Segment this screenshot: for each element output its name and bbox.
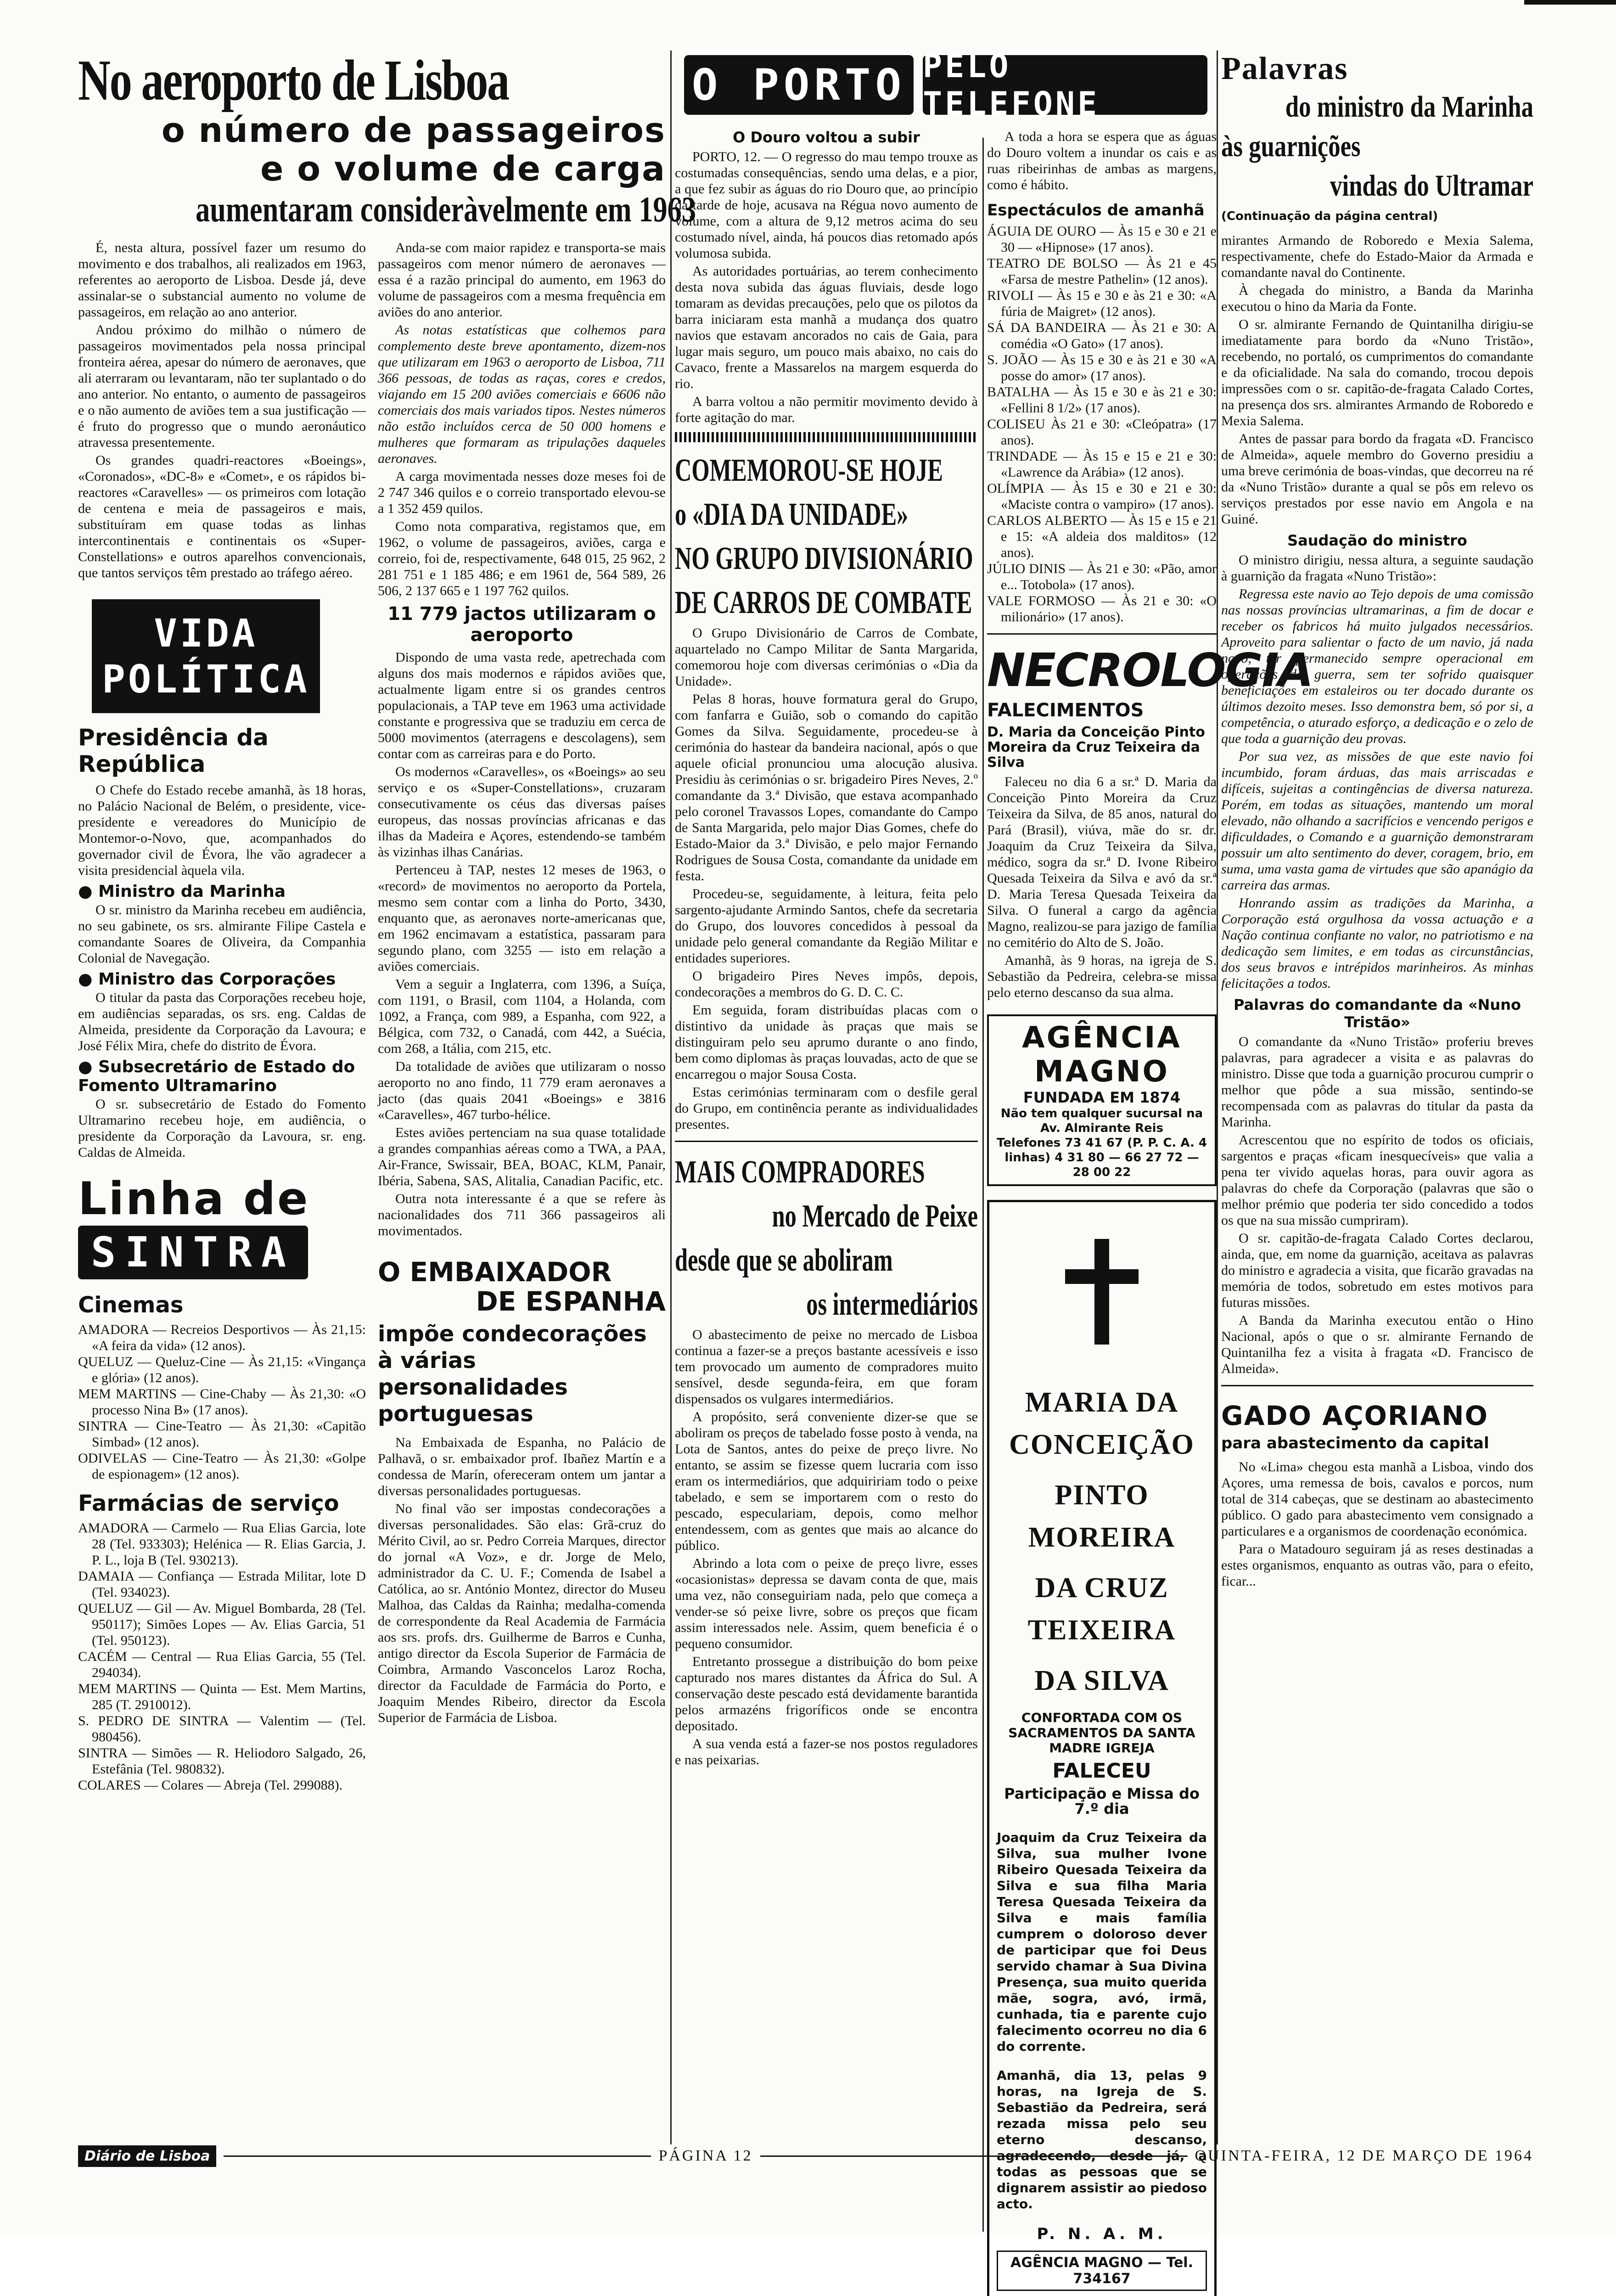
paragraph: Outra nota interessante é a que se refere às nacionalidades dos 711 366 passageiros ali movimentados. <box>378 1191 666 1238</box>
column-rule <box>982 138 984 2232</box>
list-item: OLÍMPIA — Às 15 e 30 e 21 e 30: «Maciste contra o vampiro» (17 anos). <box>987 481 1217 512</box>
paragraph: O sr. almirante Fernando de Quintanilha dirigiu-se imediatamente para bordo da «Nuno Tristão», recebendo, no portaló, os cumprimentos do comandante e da oficialidade. Na sala do comando, trocou depois impressões com o sr. capitão-de-fragata Calado Cortes, na presença dos srs. almirantes Armando de Roboredo e Mexia Salema. <box>1221 317 1533 428</box>
footer-rule <box>224 2155 651 2157</box>
paragraph: Da totalidade de aviões que utilizaram o nosso aeroporto no ano findo, 11 779 eram aeronaves a jacto (das quais 2041 «Boeings» e 3816 «Caravelles», 467 turbo-hélice. <box>378 1059 666 1122</box>
cinemas-list <box>78 1322 366 1482</box>
paragraph: As autoridades portuárias, ao terem conhecimento desta nova subida das águas fluviais, desde logo tomaram as devidas precauções, pelo que os pilotos da barra iniciaram esta manhã a mudança dos quatro navios que estavam ancorados no cais de Gaia, para lugar mais seguro, um pouco mais abaixo, no cais do Cavaco, frente a Massarelos na margem esquerda do rio. <box>675 264 978 391</box>
paragraph: Honrando assim as tradições da Marinha, a Corporação está orgulhosa da vossa actuação e a Nação continua confiante no valor, no patriotismo e na dedicação sem limites, e em todas as circunstâncias, dos seus bravos e intrépidos marinheiros. As minhas felicitações a todos. <box>1221 895 1533 991</box>
list-item: VALE FORMOSO — Às 21 e 30: «O milionário» (17 anos). <box>987 593 1217 625</box>
subsecretario-title: ● Subsecretário de Estado do Fomento Ultramarino <box>78 1058 355 1095</box>
intermediarios-headline: os intermediários <box>806 1287 978 1322</box>
palavras-comandante-subtitle: Palavras do comandante da «Nuno Tristão» <box>1234 996 1521 1031</box>
headline-carga: e o volume de carga <box>260 149 666 189</box>
paragraph: Procedeu-se, seguidamente, à leitura, feita pelo sargento-ajudante Armindo Santos, chefe da secretaria do Grupo, dos louvores concedidos à pessoal da unidade pelo general comandante da Região Militar e entidades superiores. <box>675 886 978 966</box>
paragraph: Na Embaixada de Espanha, no Palácio de Palhavã, o sr. embaixador prof. Ibañez Martín e a condessa de Marín, ofereceram ontem um jantar a diversas personalidades portuguesas. <box>378 1435 666 1498</box>
column-marinha <box>1221 51 1533 2142</box>
top-edge-bar <box>1524 0 1616 5</box>
comemorou-headline: COMEMOROU-SE HOJE <box>675 453 943 488</box>
douro-subtitle: O Douro voltou a subir <box>733 129 920 146</box>
obit-participacao: Participação e Missa do 7.º dia <box>1004 1785 1200 1818</box>
cinemas-title: Cinemas <box>78 1292 184 1318</box>
ad-founded: FUNDADA EM 1874 <box>1023 1089 1181 1106</box>
jactos-subtitle: 11 779 jactos utilizaram o aeroporto <box>387 603 656 646</box>
continuacao-note: (Continuação da página central) <box>1221 209 1438 223</box>
marinha-title: ● Ministro da Marinha <box>78 882 286 901</box>
list-item: ÁGUIA DE OURO — Às 15 e 30 e 21 e 30 — «Hipnose» (17 anos). <box>987 224 1217 255</box>
paragraph: O abastecimento de peixe no mercado de Lisboa continua a fazer-se a preços bastante acessíveis e isso tem provocado um aumento de compradores muito sensível, desde segunda-feira, em que foram dispensados os vulgares intermediários. <box>675 1327 978 1407</box>
agencia-magno-ad <box>987 1014 1217 1186</box>
paragraph: O comandante da «Nuno Tristão» proferiu breves palavras, para agradecer a visita e as palavras do ministro. Disse que toda a guarnição procurou cumprir o melhor que pôde a sua missão, sentindo-se recompensada com as palavras do titular da pasta da Marinha. <box>1221 1034 1533 1130</box>
paragraph: Vem a seguir a Inglaterra, com 1396, a Suíça, com 1191, o Brasil, com 1104, a Holanda, com 1092, a França, com 989, a Espanha, com 922, a Bélgica, com 732, o Canadá, com 442, a Suécia, com 268, a Itália, com 215, etc. <box>378 977 666 1056</box>
obit-signature: P. N. A. M. <box>1037 2225 1167 2243</box>
paragraph: Estes aviões pertenciam na sua quase totalidade a grandes companhias aéreas como a TWA, a PAA, Air-France, Swissair, BEA, BOAC, KLM, Panair, Ibéria, Sabena, SAS, Alitalia, Canadian Pacific, etc. <box>378 1125 666 1188</box>
corporacoes-title: ● Ministro das Corporações <box>78 970 336 989</box>
column-aeroporto <box>78 49 696 2142</box>
cross-icon <box>1065 1239 1139 1345</box>
ultramar-headline: vindas do Ultramar <box>1330 169 1533 203</box>
paragraph: Pertenceu à TAP, nestes 12 meses de 1963, o «record» de movimentos no aeroporto da Portela, mesmo sem contar com a linha do Porto, 3430, enquanto que, as aeronaves norte-americanas que, em 1962 encimavam a estatística, passaram para segundo plano, com 3255 — isto em relação a aviões comerciais. <box>378 862 666 974</box>
list-item: TRINDADE — Às 15 e 15 e 21 e 30: «Lawrence da Arábia» (12 anos). <box>987 449 1217 480</box>
paragraph: As notas estatísticas que colhemos para complemento deste breve apontamento, dizem-nos que utilizaram em 1963 o aeroporto de Lisboa, 711 366 pessoas, de todas as raças, cores e credos, viajando em 15 200 aviões comerciais e 6606 não comerciais dos mais variados tipos. Nestes números não estão incluídos cerca de 50 000 homens e mulheres que formaram as tripulações daqueles aeronaves. <box>378 322 666 466</box>
aeroporto-right <box>378 240 666 1793</box>
list-item: AMADORA — Recreios Desportivos — Às 21,15: «A feira da vida» (12 anos). <box>78 1322 366 1353</box>
paragraph: Em seguida, foram distribuídas placas com o distintivo da unidade às praças que mais se distinguiram pelo seu aprumo durante o ano findo, bem como diplomas às praças louvadas, acto de que se encarregou o major Sousa Costa. <box>675 1002 978 1082</box>
paragraph: A toda a hora se espera que as águas do Douro voltem a inundar os cais e as ruas ribeirinhas de ambas as margens, como é hábito. <box>987 129 1217 192</box>
paragraph: A barra voltou a não permitir movimento devido à forte agitação do mar. <box>675 394 978 425</box>
falecimento-name: D. Maria da Conceição Pinto Moreira da Cruz Teixeira da Silva <box>987 724 1205 771</box>
grupo-divisionario-headline: NO GRUPO DIVISIONÁRIO <box>675 541 973 576</box>
list-item: CACÉM — Central — Rua Elias Garcia, 55 (Tel. 294034). <box>78 1649 366 1680</box>
list-item: AMADORA — Carmelo — Rua Elias Garcia, lote 28 (Tel. 933303); Helénica — R. Elias Garcia, J. P. L., loja B (Tel. 930213). <box>78 1520 366 1568</box>
list-item: S. JOÃO — Às 15 e 30 e às 21 e 30 «A posse do amor» (17 anos). <box>987 352 1217 383</box>
paragraph: A propósito, será conveniente dizer-se que se aboliram os preços de tabelado fosse posto à venda, na Lota de Santos, antes do peixe de preço livre. No entanto, se assim se fizesse quem lucraria com isso eram os intermediários, que adquiririam todo o peixe tabelado, e sem se importarem com o resto do pescado, especulariam, depois, como melhor entendessem, com as gentes que mais ao alcance do público. <box>675 1409 978 1553</box>
vida-word: VIDA <box>154 611 258 656</box>
paragraph: O ministro dirigiu, nessa altura, a seguinte saudação à guarnição da fragata «Nuno Tristão»: <box>1221 552 1533 584</box>
obit-name-line: DA SILVA <box>1034 1665 1169 1696</box>
presidencia-title: Presidência da República <box>78 724 269 777</box>
gado-subtitle: para abastecimento da capital <box>1221 1434 1489 1452</box>
politica-word: POLÍTICA <box>102 657 310 702</box>
paragraph: Anda-se com maior rapidez e transporta-se mais passageiros com menor número de aeronaves — essa é a razão principal do aumento, em 1963 do volume de passageiros com a mesma frequência em aviões do ano anterior. <box>378 240 666 320</box>
paragraph: Entretanto prossegue a distribuição do bom peixe capturado nos mares distantes da África do Sul. A conservação deste pescado está devidamente barantida pelos armazéns frigoríficos onde se encontra depositado. <box>675 1654 978 1733</box>
pelo-telefone-banner: PELO TELEFONE <box>923 55 1207 115</box>
column-rule <box>1217 51 1218 2144</box>
espectaculos-title: Espectáculos de amanhã <box>987 201 1205 219</box>
paragraph: O sr. ministro da Marinha recebeu em audiência, no seu gabinete, os srs. almirante Filipe Castela e comandante Soares de Oliveira, da Companhia Colonial de Navegação. <box>78 902 366 966</box>
paragraph: O sr. subsecretário de Estado do Fomento Ultramarino recebeu hoje, em audiência, o presidente da Corporação da Lavoura, sr. eng. Caldas de Almeida. <box>78 1097 366 1160</box>
obit-confortada: CONFORTADA COM OS SACRAMENTOS DA SANTA MADRE IGREJA <box>1008 1710 1195 1756</box>
paragraph: mirantes Armando de Roboredo e Mexia Salema, respectivamente, chefe do Estado-Maior da Armada e comandante naval do Continente. <box>1221 233 1533 280</box>
list-item: SINTRA — Simões — R. Heliodoro Salgado, 26, Estefânia (Tel. 980832). <box>78 1745 366 1777</box>
paragraph: Os grandes quadri-reactores «Boeings», «Coronados», «DC-8» e «Comet», e os rápidos bi-reactores «Caravelles» — os primeiros com lotação de centena e meia de passageiros e mais, substituíram em quase todas as linhas intercontinentais e continentais os «Super-Constellations» e outros aparelhos convencionais, que tantos serviços têm prestado ao tráfego aéreo. <box>78 453 366 580</box>
list-item: SÁ DA BANDEIRA — Às 21 e 30: A comédia «O Gato» (17 anos). <box>987 320 1217 351</box>
aeroporto-article <box>78 240 666 1793</box>
divider <box>675 1141 978 1142</box>
hatched-divider <box>675 432 978 442</box>
paragraph: Abrindo a lota com o peixe de preço livre, esses «ocasionistas» depressa se davam conta de que, mais uma vez, não conseguiriam nada, pelo que começa a vender-se só peixe livre, sobre os preços que ficam assim interessados nele. Assim, quem beneficia é o pequeno consumidor. <box>675 1556 978 1651</box>
paragraph: O sr. capitão-de-fragata Calado Cortes declarou, ainda, que, em nome da guarnição, aceitava as palavras do ministro e agradecia a visita, que ficarão gravadas na memória de todos, sobretudo em estes motivos para futuras missões. <box>1221 1231 1533 1310</box>
obit-name-line: MARIA DA CONCEIÇÃO <box>1009 1387 1195 1460</box>
paragraph: Faleceu no dia 6 a sr.ª D. Maria da Conceição Pinto Moreira da Cruz Teixeira da Silva, de 85 anos, natural do Pará (Brasil), viúva, mãe do sr. dr. Joaquim da Cruz Teixeira da Silva, médico, sogra da sr.ª D. Ivone Ribeiro Quesada Teixeira da Silva e avó da sr.ª D. Maria Teresa Quesada Teixeira da Silva. O funeral a cargo da agência Magno, realizou-se para jazigo de família no cemitério do Alto de S. João. <box>987 774 1217 950</box>
ad-name: AGÊNCIA MAGNO <box>1022 1021 1182 1089</box>
aeroporto-left <box>78 240 366 1793</box>
paragraph: É, nesta altura, possível fazer um resumo do movimento e dos trabalhos, ali realizados em 1963, referentes ao aeroporto de Lisboa. Desde já, deve assinalar-se o substancial aumento no volume de passageiros, em relação ao ano anterior. <box>78 240 366 320</box>
list-item: CARLOS ALBERTO — Às 15 e 15 e 21 e 15: «A aldeia dos malditos» (12 anos). <box>987 513 1217 560</box>
paragraph: O Grupo Divisionário de Carros de Combate, aquartelado no Campo Militar de Santa Margarida, comemorou hoje com diversas cerimónias o «Dia da Unidade». <box>675 625 978 689</box>
embaixador-headline: O EMBAIXADOR <box>378 1256 612 1288</box>
paragraph: A carga movimentada nesses doze meses foi de 2 747 346 quilos e o correio transportado elevou-se a 1 352 459 quilos. <box>378 469 666 516</box>
list-item: RIVOLI — Às 15 e 30 e às 21 e 30: «A fúria de Maigret» (12 anos). <box>987 288 1217 319</box>
vida-politica-banner <box>92 599 320 713</box>
divider <box>987 633 1217 635</box>
ad-phones: Telefones 73 41 67 (P. P. C. A. 4 linhas) 4 31 80 — 66 27 72 — 28 00 22 <box>997 1136 1207 1179</box>
paragraph: A sua venda está a fazer-se nos postos reguladores e nas peixarias. <box>675 1736 978 1767</box>
paragraph: PORTO, 12. — O regresso do mau tempo trouxe as costumadas consequências, sendo uma delas, e a pior, a que fez subir as águas do rio Douro que, ao princípio da tarde de hoje, acusava na Régua novo aumento de volume, com a altura de 9,12 metros acima do seu costumado nível, ainda, há poucos dias retomado após volumosa subida. <box>675 149 978 261</box>
list-item: COLARES — Colares — Abreja (Tel. 299088). <box>78 1778 343 1793</box>
gado-acoriano-headline: GADO AÇORIANO <box>1221 1400 1488 1431</box>
palavras-headline: Palavras <box>1221 51 1348 86</box>
obit-name-line: PINTO MOREIRA <box>1028 1480 1176 1553</box>
paragraph: À chegada do ministro, a Banda da Marinha executou o hino da Maria da Fonte. <box>1221 283 1533 314</box>
espectaculos-list <box>987 223 1217 625</box>
sintra-banner: SINTRA <box>78 1226 308 1279</box>
paragraph: Os modernos «Caravelles», os «Boeings» ao seu serviço e os «Super-Constellations», cruzaram consecutivamente os céus das diversas países europeus, das nossas províncias africanas e das ilhas da Madeira e Açores, estendendo-se também às vizinhas ilhas Canárias. <box>378 764 666 860</box>
list-item: JÚLIO DINIS — Às 21 e 30: «Pão, amor e... Totobola» (17 anos). <box>987 561 1217 592</box>
paragraph: O Chefe do Estado recebe amanhã, às 18 horas, no Palácio Nacional de Belém, o presidente, vice-presidente e vereadores do Município de Montemor-o-Novo, que, acompanhados do governador civil de Évora, lhe vão agradecer a visita presidencial àquela vila. <box>78 782 366 878</box>
farmacias-list <box>78 1520 366 1793</box>
carros-combate-headline: DE CARROS DE COMBATE <box>675 585 972 620</box>
falecimentos-title: FALECIMENTOS <box>987 700 1144 721</box>
list-item: QUELUZ — Gil — Av. Miguel Bombarda, 28 (Tel. 950117); Simões Lopes — Av. Elias Garcia, 51 (Tel. 950123). <box>78 1601 366 1648</box>
paragraph: Dispondo de uma vasta rede, apetrechada com alguns dos mais modernos e rápidos aviões que, actualmente ligam entre si os grandes centros populacionais, a TAP teve em 1963 uma actividade constante e progressiva que se traduziu em cerca de 5000 movimentos (aterragens e descolagens), sem contar com as carreiras para e do Porto. <box>378 650 666 761</box>
headline-passageiros: o número de passageiros <box>161 111 666 150</box>
saudacao-subtitle: Saudação do ministro <box>1287 532 1467 549</box>
column-rule <box>670 51 672 2144</box>
condecoracoes-headline: impõe condecorações à várias personalidades portuguesas <box>378 1321 647 1427</box>
mais-compradores-headline: MAIS COMPRADORES <box>675 1154 925 1190</box>
list-item: ODIVELAS — Cine-Teatro — Às 21,30: «Golpe de espionagem» (12 anos). <box>78 1451 366 1482</box>
headline-aeroporto: No aeroporto de Lisboa <box>78 49 509 113</box>
paragraph: Amanhã, às 9 horas, na igreja de S. Sebastião da Pedreira, celebra-se missa pelo eterno descanso da sua alma. <box>987 953 1217 1000</box>
paragraph: O brigadeiro Pires Neves impôs, depois, condecorações a membros do G. D. C. C. <box>675 968 978 1000</box>
paragraph: Acrescentou que no espírito de todos os oficiais, sargentos e praças «ficam inesquecíveis» que valia a pena ter vivido aquelas horas, para ouvir agora as palavras do chefe da Corporação (palavras que são o melhor prémio que poderia ter sido concedido a todos os que na sua missão cumpriram). <box>1221 1132 1533 1228</box>
page-footer <box>78 2142 1533 2170</box>
obit-name-line: DA CRUZ TEIXEIRA <box>1027 1572 1176 1646</box>
list-item: TEATRO DE BOLSO — Às 21 e 45 «Farsa de mestre Pathelin» (12 anos). <box>987 256 1217 287</box>
list-item: MEM MARTINS — Cine-Chaby — Às 21,30: «O processo Nina B» (17 anos). <box>78 1386 366 1418</box>
guarnicoes-headline: às guarnições <box>1221 129 1361 163</box>
paragraph: Andou próximo do milhão o número de passageiros movimentados pela nossa principal fronteira aérea, apesar do número de aeronaves, que ali aterraram ou levantaram, não ter suplantado o do ano anterior. No entanto, o aumento de passageiros e o não aumento de aviões tem a sua justificação — é fruto do progresso que o mundo aeronáutico atravessa presentemente. <box>78 322 366 450</box>
necrologia-title: NECROLOGIA <box>987 643 1313 697</box>
list-item: SINTRA — Cine-Teatro — Às 21,30: «Capitão Simbad» (12 anos). <box>78 1418 366 1450</box>
farmacias-title: Farmácias de serviço <box>78 1491 339 1516</box>
footer-rule <box>760 2155 1188 2157</box>
obit-text: Joaquim da Cruz Teixeira da Silva, sua mulher Ivone Ribeiro Quesada Teixeira da Silva e sua filha Maria Teresa Quesada Teixeira da Silva e mais família cumprem o doloroso dever de participar que foi Deus servido chamar à Sua Divina Presença, sua muito querida mãe, sogra, avó, irmã, cunhada, tia e parente cujo falecimento ocorreu no dia 6 do corrente. <box>997 1830 1207 2054</box>
paper-name: Diário de Lisboa <box>78 2145 216 2167</box>
paragraph: Para o Matadouro seguiram já as reses destinadas a estes organismos, enquanto as outras vão, para o efeito, ficar... <box>1221 1542 1533 1589</box>
list-item: DAMAIA — Confiança — Estrada Militar, lote D (Tel. 934023). <box>78 1569 366 1600</box>
ad-branch: Não tem qualquer sucursal na Av. Almirante Reis <box>1000 1107 1203 1135</box>
espanha-headline: DE ESPANHA <box>476 1286 666 1317</box>
mercado-peixe-headline: no Mercado de Peixe <box>772 1199 978 1234</box>
column-porto <box>675 124 978 2142</box>
paragraph: O titular da pasta das Corporações recebeu hoje, em audiências separadas, os srs. eng. Caldas de Almeida, presidente da Corporação da Lavoura; e José Félix Mira, chefe do distrito de Évora. <box>78 990 366 1053</box>
list-item: S. PEDRO DE SINTRA — Valentim — (Tel. 980456). <box>78 1713 366 1745</box>
obit-faleceu: FALECEU <box>1052 1759 1151 1783</box>
paragraph: A Banda da Marinha executou então o Hino Nacional, após o que o sr. almirante Fernando de Quintanilha fez a visita à fragata «D. Francisco de Almeida». <box>1221 1313 1533 1376</box>
list-item: COLISEU Às 21 e 30: «Cleópatra» (17 anos). <box>987 416 1217 448</box>
dia-unidade-headline: o «DIA DA UNIDADE» <box>675 497 909 532</box>
list-item: BATALHA — Às 15 e 30 e às 21 e 30: «Fellini 8 1/2» (17 anos). <box>987 384 1217 416</box>
list-item: MEM MARTINS — Quinta — Est. Mem Martins, 285 (T. 2910012). <box>78 1681 366 1712</box>
divider <box>1221 1385 1533 1386</box>
linha-de-title: Linha de <box>78 1173 310 1225</box>
headline-aumentaram: aumentaram consideràvelmente em 1963 <box>196 189 696 229</box>
obit-agency-footer: AGÊNCIA MAGNO — Tel. 734167 <box>997 2251 1207 2291</box>
ministro-marinha-headline: do ministro da Marinha <box>1285 90 1533 124</box>
paragraph: No final vão ser impostas condecorações a diversas personalidades. São elas: Grã-cruz do Mérito Civil, ao sr. Pedro Correia Marques, director do jornal «A Voz», e dr. Jorge de Melo, administrador da C. U. F.; Comenda de Isabel a Católica, ao sr. António Montez, director do Museu Malhoa, das Caldas da Rainha; medalha-comenda de correspondente da Real Academia de Farmácia aos srs. profs. drs. Guilherme de Barros e Cunha, antigo director da Escola Superior de Farmácia de Coimbra, Armando Vasconcelos Laroz Rocha, director da Faculdade de Farmácia do Porto, e Joaquim Mendes Ribeiro, director da Escola Superior de Farmácia de Lisboa. <box>378 1501 666 1725</box>
page-date: QUINTA-FEIRA, 12 DE MARÇO DE 1964 <box>1195 2147 1534 2164</box>
paragraph: Estas cerimónias terminaram com o desfile geral do Grupo, em continência perante as individualidades presentes. <box>675 1085 978 1132</box>
obituary-box <box>987 1200 1217 2296</box>
paragraph: Antes de passar para bordo da fragata «D. Francisco de Almeida», aquele membro do Governo presidiu a uma breve cerimónia de boas-vindas, que decorreu na ré da «Nuno Tristão» durante a qual se pôs em relevo os serviços prestados por esse navio em Angola e na Guiné. <box>1221 431 1533 527</box>
aboliram-headline: desde que se aboliram <box>675 1243 893 1278</box>
list-item: QUELUZ — Queluz-Cine — Às 21,15: «Vingança e glória» (12 anos). <box>78 1354 366 1385</box>
paragraph: Regressa este navio ao Tejo depois de uma comissão nas nossas províncias ultramarinas, a fim de docar e receber os fabricos há muito julgados necessários. Aproveito para salientar o facto de um navio, já nada novo, ter permanecido sempre operacional em operações de guerra, sem ter sofrido quaisquer beneficiações em estaleiros ou ter docado durante os últimos dezoito meses. Isso demonstra bem, só por si, a competência, o aturado esforço, a dedicação e o zelo de que toda a guarnição deu provas. <box>1221 586 1533 746</box>
paragraph: Como nota comparativa, registamos que, em 1962, o volume de passageiros, aviões, carga e correio, foi de, respectivamente, 648 015, 25 962, 2 281 751 e 1 185 486; e em 1961 de, 564 589, 26 506, 2 137 665 e 1 197 762 quilos. <box>378 519 666 598</box>
paragraph: Por sua vez, as missões de que este navio foi incumbido, foram árduas, das mais arriscadas e difíceis, sujeitas a contingências de diversa natureza. Porém, em todas as situações, mantendo um moral elevado, não olhando a sacrifícios e vencendo perigos e dificuldades, o Comando e a guarnição demonstraram possuir um alto sentimento do dever, coragem, brio, em suma, uma vasta gama de virtudes que são apanágio da carreira das armas. <box>1221 749 1533 893</box>
paragraph: Pelas 8 horas, houve formatura geral do Grupo, com fanfarra e Guião, sob o comando do capitão Gomes da Silva. Seguidamente, procedeu-se à cerimónia do hastear da bandeira nacional, após o que aquele oficial pronunciou uma alocução alusiva. Presidiu às cerimónias o sr. brigadeiro Pires Neves, 2.º comandante da 3.ª Divisão, que estava acompanhado pelo coronel Travassos Lopes, comandante do Campo de Santa Margarida, pelo major Dias Gomes, chefe do Estado-Maior da 3.ª Divisão, e pelo major Fernando Rodrigues de Sousa Costa, comandante da unidade em festa. <box>675 692 978 884</box>
page-number: PÁGINA 12 <box>658 2147 753 2164</box>
o-porto-banner: O PORTO <box>684 55 914 115</box>
paragraph: No «Lima» chegou esta manhã a Lisboa, vindo dos Açores, uma remessa de bois, cavalos e porcos, num total de 314 cabeças, que se destinam ao abastecimento público. O gado para abastecimento vem consignado a particulares e a organismos de coordenação económica. <box>1221 1459 1533 1539</box>
obit-text: Amanhã, dia 13, pelas 9 horas, na Igreja de S. Sebastião da Pedreira, será rezada missa pelo seu eterno descanso, agradecendo, desde já, a todas as pessoas que se dignarem assistir ao piedoso acto. <box>997 2068 1207 2212</box>
